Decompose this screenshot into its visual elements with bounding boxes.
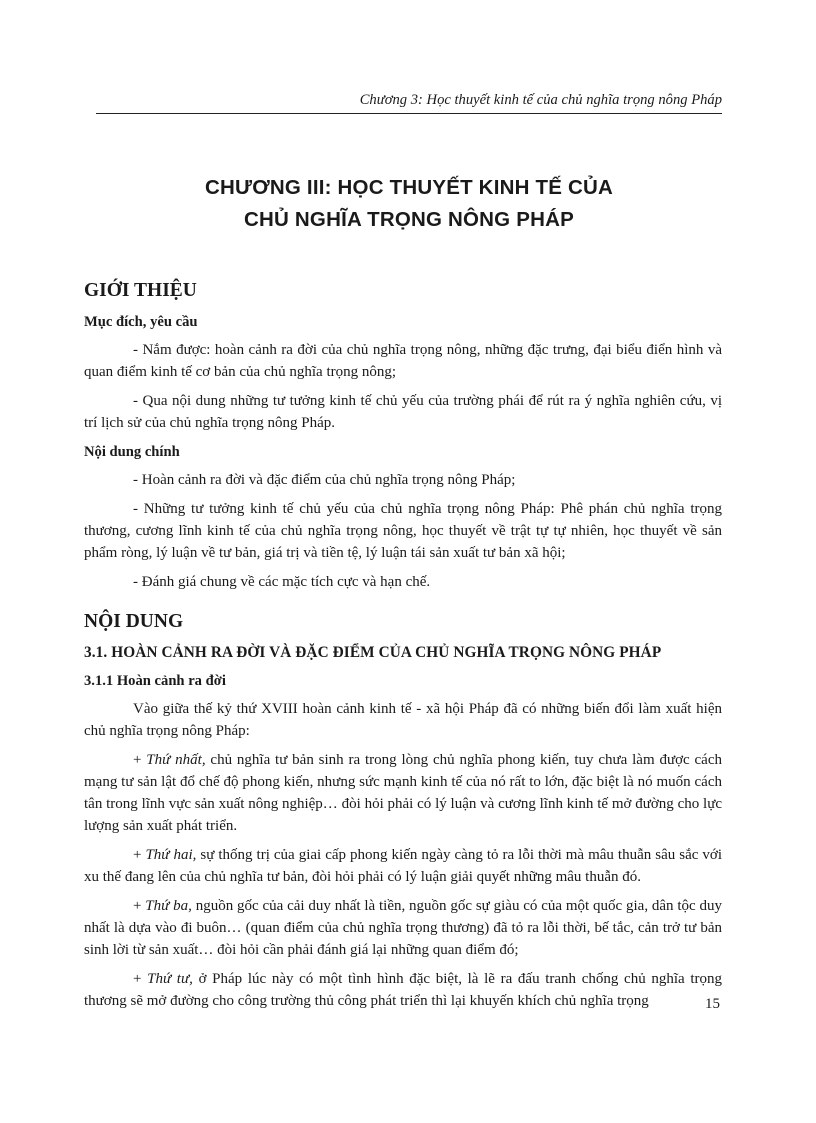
document-body [84, 278, 722, 1019]
main-content-heading: Nội dung chính [84, 444, 180, 460]
page-number: 15 [705, 996, 720, 1012]
point-prefix: + [133, 847, 146, 863]
purpose-item: - Qua nội dung những tư tưởng kinh tế chủ yếu của trường phái để rút ra ý nghĩa nghiên cứu, vị trí lịch sử của chủ nghĩa trọng nông Pháp. [84, 393, 722, 431]
point-label: Thứ hai, [145, 847, 197, 863]
point-paragraph [84, 749, 722, 837]
point-text: nguồn gốc của cải duy nhất là tiền, nguồn gốc sự giàu có của một quốc gia, dân tộc duy nhất là dựa vào đi buôn… (quan điểm của chủ nghĩa trọng thương) đã tỏ ra lỗi thời, bế tắc, cản trở tư bản sinh lời từ sản xuất… đòi hỏi cần phải đánh giá lại những quan điểm đó; [84, 898, 722, 958]
point-prefix: + [133, 752, 147, 768]
point-prefix: + [133, 898, 146, 914]
point-label: Thứ tư, [147, 971, 193, 987]
point-paragraph [84, 844, 722, 888]
point-label: Thứ nhất, [146, 752, 206, 768]
point-label: Thứ ba, [145, 898, 192, 914]
chapter-title-line-2: CHỦ NGHĨA TRỌNG NÔNG PHÁP [244, 208, 574, 231]
section-heading: 3.1. HOÀN CẢNH RA ĐỜI VÀ ĐẶC ĐIỂM CỦA CHỦ NGHĨA TRỌNG NÔNG PHÁP [84, 644, 662, 661]
purpose-heading: Mục đích, yêu cầu [84, 314, 198, 330]
chapter-title [96, 172, 722, 236]
point-text: sự thống trị của giai cấp phong kiến ngày càng tỏ ra lỗi thời mà mâu thuẫn sâu sắc với xu thế đang lên của chủ nghĩa tư bản, đòi hỏi phải có lý luận giải quyết những mâu thuẫn đó. [84, 847, 722, 885]
point-text: chủ nghĩa tư bản sinh ra trong lòng chủ nghĩa phong kiến, tuy chưa làm được cách mạng tư sản lật đổ chế độ phong kiến, nhưng sức mạnh kinh tế của nó rất to lớn, đặc biệt là nó muốn cách tân trong lĩnh vực sản xuất nông nghiệp… đòi hỏi phải có lý luận và cương lĩnh kinh tế mở đường cho lực lượng sản xuất phát triển. [84, 752, 722, 834]
content-item: - Những tư tưởng kinh tế chủ yếu của chủ nghĩa trọng nông Pháp: Phê phán chủ nghĩa trọng thương, cương lĩnh kinh tế của chủ nghĩa trọng nông, học thuyết về trật tự tự nhiên, học thuyết về sản phẩm ròng, lý luận về tư bản, giá trị và tiền tệ, lý luận tái sản xuất tư bản xã hội; [84, 501, 722, 561]
intro-heading: GIỚI THIỆU [84, 280, 197, 301]
point-paragraph [84, 895, 722, 961]
header-rule [96, 113, 722, 114]
point-paragraph [84, 968, 722, 1012]
content-item: - Hoàn cảnh ra đời và đặc điểm của chủ nghĩa trọng nông Pháp; [133, 472, 516, 488]
chapter-title-line-1: CHƯƠNG III: HỌC THUYẾT KINH TẾ CỦA [204, 176, 613, 199]
point-text: ở Pháp lúc này có một tình hình đặc biệt, là lẽ ra đấu tranh chống chủ nghĩa trọng thương sẽ mở đường cho công trường thủ công phát triển thì lại khuyến khích chủ nghĩa trọng [84, 971, 722, 1009]
running-header: Chương 3: Học thuyết kinh tế của chủ nghĩa trọng nông Pháp [359, 92, 722, 108]
point-prefix: + [133, 971, 148, 987]
content-item: - Đánh giá chung về các mặc tích cực và hạn chế. [133, 574, 431, 590]
subsection-heading: 3.1.1 Hoàn cảnh ra đời [84, 673, 226, 689]
purpose-item: - Nắm được: hoàn cảnh ra đời của chủ nghĩa trọng nông, những đặc trưng, đại biểu điển hình và quan điểm kinh tế cơ bản của chủ nghĩa trọng nông; [84, 342, 722, 380]
lead-paragraph: Vào giữa thế kỷ thứ XVIII hoàn cảnh kinh tế - xã hội Pháp đã có những biến đổi làm xuất hiện chủ nghĩa trọng nông Pháp: [84, 701, 722, 739]
body-heading: NỘI DUNG [84, 611, 184, 632]
